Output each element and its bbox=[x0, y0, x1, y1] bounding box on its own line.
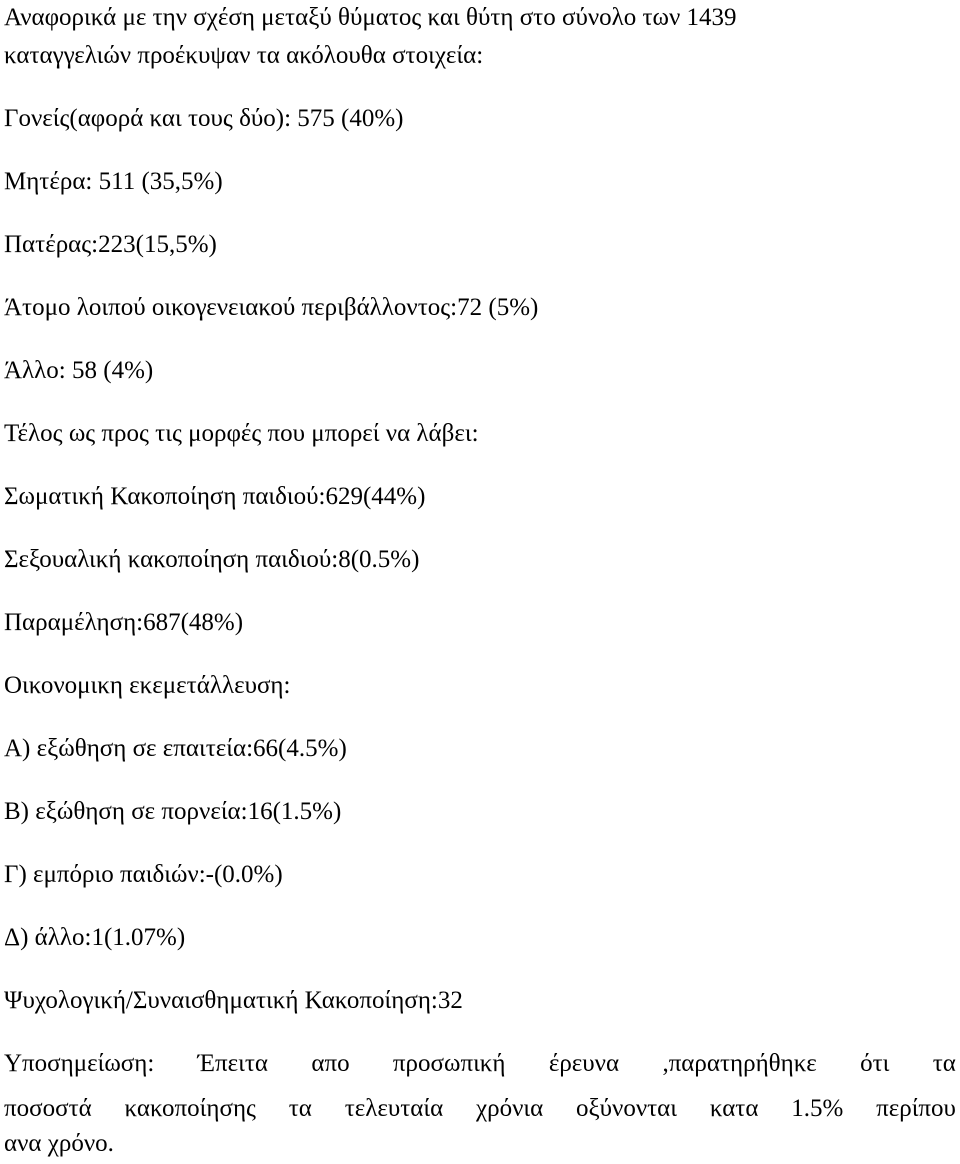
note-line-2 bbox=[4, 1093, 956, 1125]
relationship-mother: Μητέρα: 511 (35,5%) bbox=[4, 168, 223, 195]
note-word: κακοποίησης bbox=[124, 1095, 256, 1122]
relationship-parents: Γονείς(αφορά και τους δύο): 575 (40%) bbox=[4, 105, 404, 132]
economic-prostitution: Β) εξώθηση σε πορνεία:16(1.5%) bbox=[4, 798, 342, 825]
economic-trafficking: Γ) εμπόριο παιδιών:-(0.0%) bbox=[4, 861, 283, 888]
note-word: προσωπική bbox=[392, 1050, 506, 1077]
note-word: χρόνια bbox=[476, 1095, 544, 1122]
relationship-family-member: Άτομο λοιπού οικογενειακού περιβάλλοντος:72 (5%) bbox=[4, 294, 539, 321]
note-word: ,παρατηρήθηκε bbox=[662, 1050, 817, 1077]
relationship-other: Άλλο: 58 (4%) bbox=[4, 357, 154, 384]
forms-heading: Τέλος ως προς τις μορφές που μπορεί να λάβει: bbox=[4, 420, 479, 447]
note-word: τα bbox=[288, 1095, 312, 1122]
form-sexual-abuse: Σεξουαλική κακοποίηση παιδιού:8(0.5%) bbox=[4, 546, 420, 573]
psychological-abuse: Ψυχολογική/Συναισθηματική Κακοποίηση:32 bbox=[4, 987, 463, 1014]
note-word: ποσοστά bbox=[4, 1095, 92, 1122]
note-word: Υποσημείωση: bbox=[4, 1050, 155, 1077]
note-word: οξύνονται bbox=[576, 1095, 678, 1122]
note-word: απο bbox=[311, 1050, 350, 1077]
note-word: τελευταία bbox=[344, 1095, 444, 1122]
economic-heading: Οικονομικη εκεμετάλλευση: bbox=[4, 672, 291, 699]
note-word: ότι bbox=[860, 1050, 890, 1077]
form-neglect: Παραμέληση:687(48%) bbox=[4, 609, 244, 636]
intro-line-1: Αναφορικά με την σχέση μεταξύ θύματος και θύτη στο σύνολο των 1439 bbox=[4, 4, 737, 31]
note-word: κατα bbox=[709, 1095, 759, 1122]
economic-other: Δ) άλλο:1(1.07%) bbox=[4, 924, 186, 951]
note-word: περίπου bbox=[876, 1095, 956, 1122]
note-word: Έπειτα bbox=[197, 1050, 268, 1077]
note-word: 1.5% bbox=[791, 1095, 844, 1122]
note-word: τα bbox=[932, 1050, 956, 1077]
note-line-1 bbox=[4, 1048, 956, 1080]
economic-begging: Α) εξώθηση σε επαιτεία:66(4.5%) bbox=[4, 735, 347, 762]
note-word: έρευνα bbox=[548, 1050, 620, 1077]
form-physical-abuse: Σωματική Κακοποίηση παιδιού:629(44%) bbox=[4, 483, 426, 510]
note-line-3: ανα χρόνο. bbox=[4, 1130, 114, 1157]
intro-line-2: καταγγελιών προέκυψαν τα ακόλουθα στοιχεία: bbox=[4, 42, 484, 69]
relationship-father: Πατέρας:223(15,5%) bbox=[4, 231, 217, 258]
